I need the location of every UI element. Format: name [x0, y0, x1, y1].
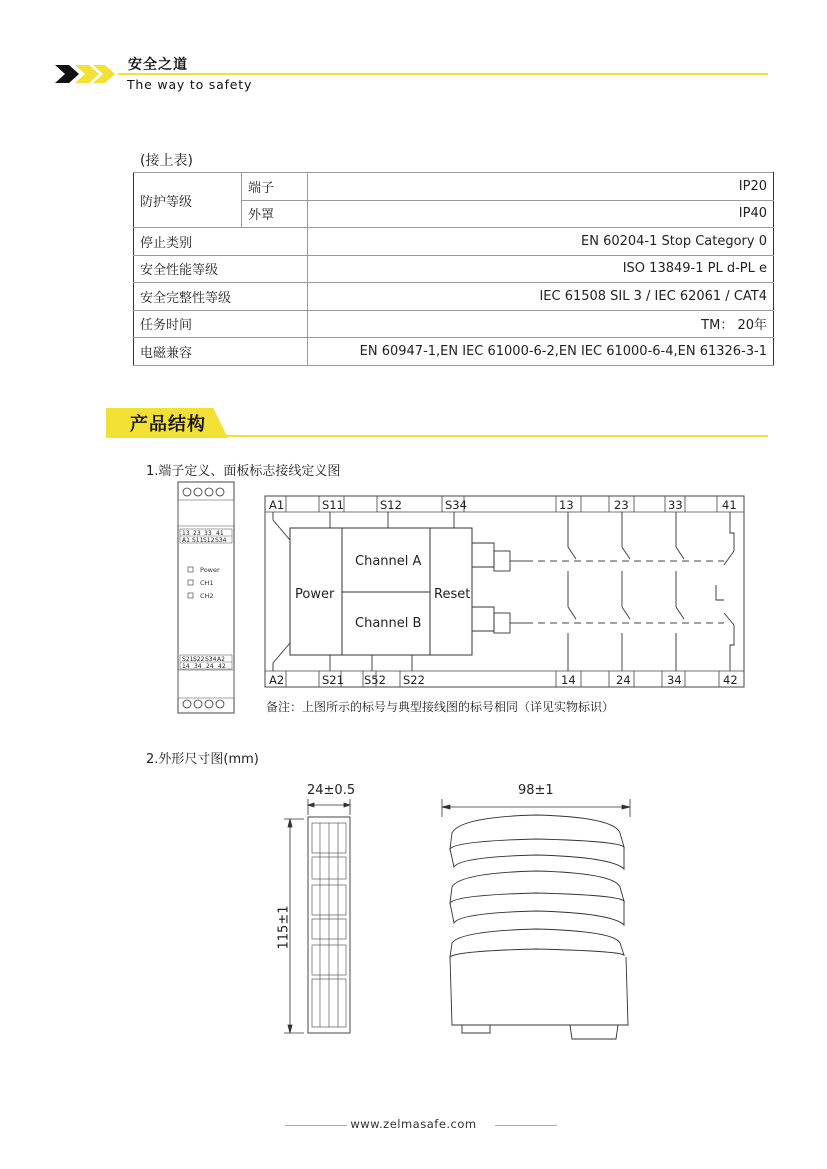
- table-cell-label: 安全完整性等级: [134, 283, 308, 311]
- led-label-power: Power: [200, 566, 220, 574]
- table-row: [134, 338, 774, 366]
- terminal-label: A2: [217, 656, 225, 663]
- dimension-front-view: [280, 795, 360, 1045]
- block-power-label: Power: [295, 587, 335, 602]
- table-cell-sub: 端子: [242, 173, 308, 201]
- table-cell-label: 防护等级: [134, 173, 242, 228]
- block-reset-label: Reset: [434, 587, 471, 602]
- table-cell-sub: 外罩: [242, 200, 308, 228]
- table-row: [134, 283, 774, 311]
- logo-chevrons-icon: [55, 63, 119, 85]
- terminal-label: 13: [182, 530, 190, 537]
- subsection-dimension-title: 2.外形尺寸图(mm): [146, 752, 259, 767]
- diagram-note: 备注：上图所示的标号与典型接线图的标号相同（详见实物标识）: [266, 700, 615, 714]
- module-front-panel: [170, 480, 242, 715]
- led-label-ch1: CH1: [200, 579, 214, 587]
- terminal-label: A1: [182, 537, 190, 544]
- table-cell-label: 任务时间: [134, 310, 308, 338]
- table-cell-label: 安全性能等级: [134, 255, 308, 283]
- terminal-label: 23: [193, 530, 201, 537]
- dim-width-label: 24±0.5: [307, 783, 356, 798]
- footer-url[interactable]: www.zelmasafe.com: [350, 1117, 477, 1131]
- terminal-label: 41: [216, 530, 224, 537]
- table-cell-value: TM： 20年: [308, 310, 774, 338]
- terminal-label: S34: [205, 656, 217, 663]
- block-channel-a-label: Channel A: [355, 554, 422, 569]
- terminal-label: S22: [193, 656, 205, 663]
- wiring-top-label: 33: [668, 498, 683, 512]
- brand-title-cn: 安全之道: [128, 57, 188, 73]
- table-cell-value: IP20: [308, 173, 774, 201]
- section-title: 产品结构: [130, 414, 206, 435]
- wiring-top-label: S12: [380, 498, 402, 512]
- dim-height-label: 115±1: [276, 905, 292, 950]
- terminal-label: S34: [215, 537, 227, 544]
- terminal-label: 33: [204, 530, 212, 537]
- spec-table: [133, 172, 774, 366]
- terminal-label: 14: [182, 663, 190, 670]
- subsection-terminal-title: 1.端子定义、面板标志接线定义图: [146, 464, 341, 479]
- wiring-top-label: S11: [322, 498, 344, 512]
- table-row: [134, 228, 774, 256]
- dimension-side-view: [440, 795, 640, 1045]
- wiring-bottom-label: 34: [667, 673, 682, 687]
- wiring-bottom-label: 14: [561, 673, 576, 687]
- terminal-label: 42: [218, 663, 226, 670]
- terminal-label: 34: [194, 663, 202, 670]
- terminal-label: 24: [206, 663, 214, 670]
- table-cell-value: ISO 13849-1 PL d-PL e: [308, 255, 774, 283]
- wiring-top-label: S34: [445, 498, 467, 512]
- dim-depth-label: 98±1: [518, 783, 554, 798]
- table-row: [134, 173, 774, 201]
- table-cell-label: 停止类别: [134, 228, 308, 256]
- table-cell-label: 电磁兼容: [134, 338, 308, 366]
- terminal-label: S11: [192, 537, 204, 544]
- wiring-bottom-label: S22: [403, 673, 425, 687]
- wiring-top-label: A1: [269, 498, 285, 512]
- wiring-bottom-label: A2: [269, 673, 285, 687]
- terminal-label: S12: [203, 537, 215, 544]
- table-continued-label: (接上表): [140, 153, 193, 169]
- wiring-top-label: 41: [722, 498, 737, 512]
- wiring-bottom-label: S52: [364, 673, 386, 687]
- brand-slogan: The way to safety: [127, 77, 253, 92]
- led-label-ch2: CH2: [200, 592, 214, 600]
- wiring-top-label: 13: [559, 498, 574, 512]
- wiring-bottom-label: S21: [322, 673, 344, 687]
- table-cell-value: IP40: [308, 200, 774, 228]
- table-cell-value: IEC 61508 SIL 3 / IEC 62061 / CAT4: [308, 283, 774, 311]
- wiring-top-label: 23: [614, 498, 629, 512]
- terminal-label: S21: [182, 656, 194, 663]
- table-row: [134, 310, 774, 338]
- table-row: [134, 255, 774, 283]
- wiring-diagram: [264, 495, 746, 688]
- header-accent-line: [118, 73, 768, 75]
- wiring-bottom-label: 24: [616, 673, 631, 687]
- table-cell-value: EN 60204-1 Stop Category 0: [308, 228, 774, 256]
- table-cell-value: EN 60947-1,EN IEC 61000-6-2,EN IEC 61000-6-4,EN 61326-3-1: [308, 338, 774, 366]
- wiring-bottom-label: 42: [723, 673, 738, 687]
- block-channel-b-label: Channel B: [355, 616, 422, 631]
